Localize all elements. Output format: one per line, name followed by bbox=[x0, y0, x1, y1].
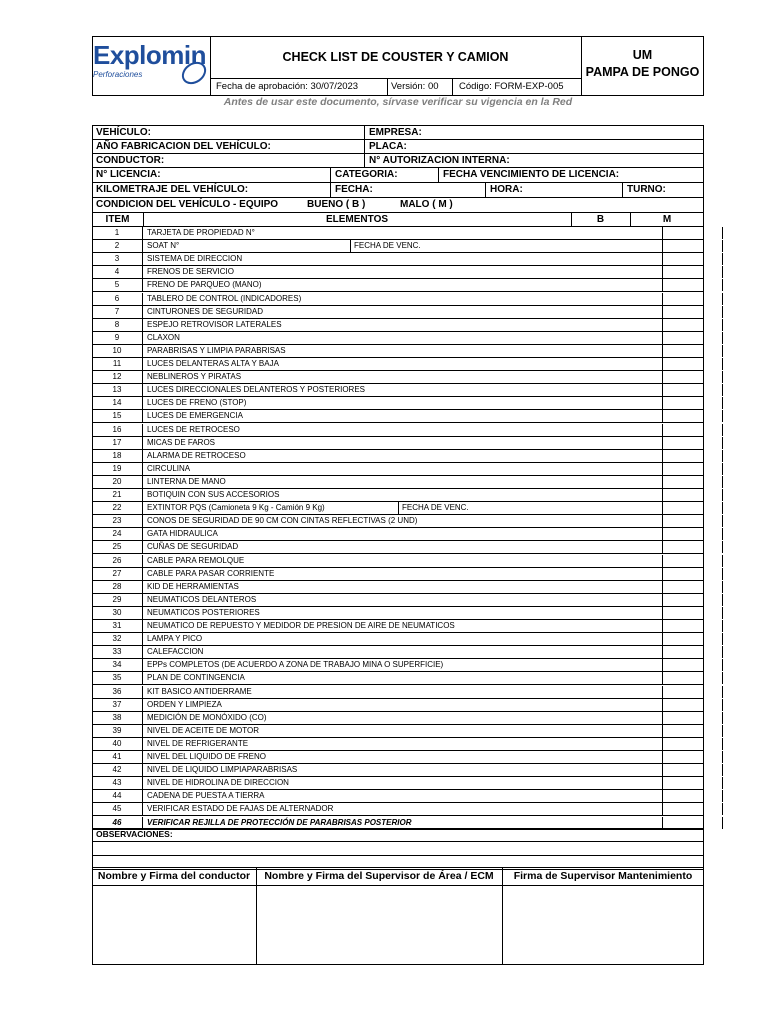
checkbox-bueno[interactable] bbox=[663, 686, 723, 698]
item-number: 46 bbox=[92, 817, 143, 829]
checklist-row bbox=[92, 633, 704, 646]
item-element: NIVEL DEL LIQUIDO DE FRENO bbox=[143, 751, 663, 763]
item-element: TARJETA DE PROPIEDAD N° bbox=[143, 227, 663, 239]
checkbox-bueno[interactable] bbox=[663, 790, 723, 802]
item-element: NEBLINEROS Y PIRATAS bbox=[143, 371, 663, 383]
checklist-row bbox=[92, 345, 704, 358]
checklist-row bbox=[92, 502, 704, 515]
checklist-row bbox=[92, 450, 704, 463]
checklist-row bbox=[92, 568, 704, 581]
checkbox-bueno[interactable] bbox=[663, 581, 723, 593]
version: Versión: 00 bbox=[391, 81, 439, 92]
checklist-row bbox=[92, 266, 704, 279]
checklist-row bbox=[92, 227, 704, 240]
item-number: 36 bbox=[92, 686, 143, 698]
label-vehiculo: VEHÍCULO: bbox=[96, 127, 151, 138]
item-number: 38 bbox=[92, 712, 143, 724]
checklist-row bbox=[92, 803, 704, 816]
item-element: NEUMATICOS DELANTEROS bbox=[143, 594, 663, 606]
label-placa: PLACA: bbox=[369, 141, 407, 152]
checklist-row bbox=[92, 659, 704, 672]
checkbox-bueno[interactable] bbox=[663, 306, 723, 318]
item-element: LUCES DIRECCIONALES DELANTEROS Y POSTERIORES bbox=[143, 384, 663, 396]
checkbox-bueno[interactable] bbox=[663, 738, 723, 750]
checkbox-malo[interactable] bbox=[723, 332, 768, 344]
item-element: LAMPA Y PICO bbox=[143, 633, 663, 645]
item-element: FRENO DE PARQUEO (MANO) bbox=[143, 279, 663, 291]
checkbox-bueno[interactable] bbox=[663, 568, 723, 580]
checkbox-bueno[interactable] bbox=[663, 424, 723, 436]
checkbox-bueno[interactable] bbox=[663, 659, 723, 671]
checklist-row bbox=[92, 699, 704, 712]
site-line-2: PAMPA DE PONGO bbox=[585, 65, 700, 79]
checkbox-bueno[interactable] bbox=[663, 777, 723, 789]
checkbox-bueno[interactable] bbox=[663, 450, 723, 462]
checklist-row bbox=[92, 790, 704, 803]
checkbox-malo[interactable] bbox=[723, 384, 768, 396]
item-number: 35 bbox=[92, 672, 143, 684]
checkbox-bueno[interactable] bbox=[663, 279, 723, 291]
checklist-row bbox=[92, 437, 704, 450]
checklist-row bbox=[92, 332, 704, 345]
item-number: 9 bbox=[92, 332, 143, 344]
checkbox-malo[interactable] bbox=[723, 502, 768, 514]
checkbox-bueno[interactable] bbox=[663, 555, 723, 567]
checklist-row bbox=[92, 672, 704, 685]
checkbox-malo[interactable] bbox=[723, 450, 768, 462]
checkbox-malo[interactable] bbox=[723, 266, 768, 278]
checkbox-bueno[interactable] bbox=[663, 410, 723, 422]
item-number: 18 bbox=[92, 450, 143, 462]
item-expiry-label: FECHA DE VENC. bbox=[398, 502, 663, 514]
item-element: MICAS DE FAROS bbox=[143, 437, 663, 449]
item-element: LUCES DE RETROCESO bbox=[143, 424, 663, 436]
checklist-row bbox=[92, 424, 704, 437]
checklist-row bbox=[92, 751, 704, 764]
item-element: CIRCULINA bbox=[143, 463, 663, 475]
item-element: CUÑAS DE SEGURIDAD bbox=[143, 541, 663, 553]
item-number: 29 bbox=[92, 594, 143, 606]
checkbox-bueno[interactable] bbox=[663, 528, 723, 540]
item-number: 26 bbox=[92, 555, 143, 567]
checkbox-bueno[interactable] bbox=[663, 515, 723, 527]
checklist-row bbox=[92, 489, 704, 502]
checklist-row bbox=[92, 581, 704, 594]
checkbox-bueno[interactable] bbox=[663, 463, 723, 475]
item-element: CABLE PARA PASAR CORRIENTE bbox=[143, 568, 663, 580]
checklist-row bbox=[92, 410, 704, 423]
legend-bueno: BUENO ( B ) bbox=[307, 199, 366, 210]
checklist-row bbox=[92, 319, 704, 332]
checkbox-malo[interactable] bbox=[723, 293, 768, 305]
item-number: 6 bbox=[92, 293, 143, 305]
column-header-m: M bbox=[662, 214, 672, 225]
validity-notice: Antes de usar este documento, sírvase verificar su vigencia en la Red bbox=[223, 96, 573, 108]
item-number: 27 bbox=[92, 568, 143, 580]
checkbox-bueno[interactable] bbox=[663, 764, 723, 776]
item-element: KID DE HERRAMIENTAS bbox=[143, 581, 663, 593]
checkbox-malo[interactable] bbox=[723, 659, 768, 671]
item-element: CALEFACCION bbox=[143, 646, 663, 658]
checkbox-malo[interactable] bbox=[723, 633, 768, 645]
checkbox-malo[interactable] bbox=[723, 620, 768, 632]
checkbox-malo[interactable] bbox=[723, 424, 768, 436]
item-element: LINTERNA DE MANO bbox=[143, 476, 663, 488]
checklist-row bbox=[92, 279, 704, 292]
item-number: 31 bbox=[92, 620, 143, 632]
checkbox-bueno[interactable] bbox=[663, 358, 723, 370]
checkbox-bueno[interactable] bbox=[663, 712, 723, 724]
logo-wordmark: Explomin bbox=[93, 40, 207, 70]
checkbox-malo[interactable] bbox=[723, 279, 768, 291]
item-element: BOTIQUIN CON SUS ACCESORIOS bbox=[143, 489, 663, 501]
label-kilometraje: KILOMETRAJE DEL VEHÍCULO: bbox=[96, 184, 249, 195]
checkbox-bueno[interactable] bbox=[663, 672, 723, 684]
checkbox-malo[interactable] bbox=[723, 358, 768, 370]
item-number: 25 bbox=[92, 541, 143, 553]
item-number: 15 bbox=[92, 410, 143, 422]
item-number: 21 bbox=[92, 489, 143, 501]
item-number: 22 bbox=[92, 502, 143, 514]
checkbox-malo[interactable] bbox=[723, 738, 768, 750]
item-element: CADENA DE PUESTA A TIERRA bbox=[143, 790, 663, 802]
checkbox-bueno[interactable] bbox=[663, 397, 723, 409]
checkbox-bueno[interactable] bbox=[663, 371, 723, 383]
item-element: ESPEJO RETROVISOR LATERALES bbox=[143, 319, 663, 331]
checkbox-malo[interactable] bbox=[723, 463, 768, 475]
checklist-row bbox=[92, 358, 704, 371]
checklist-row bbox=[92, 253, 704, 266]
item-element: ORDEN Y LIMPIEZA bbox=[143, 699, 663, 711]
item-element: CONOS DE SEGURIDAD DE 90 CM CON CINTAS REFLECTIVAS (2 UND) bbox=[143, 515, 663, 527]
item-element: FRENOS DE SERVICIO bbox=[143, 266, 663, 278]
item-element: VERIFICAR ESTADO DE FAJAS DE ALTERNADOR bbox=[143, 803, 663, 815]
item-element: NIVEL DE ACEITE DE MOTOR bbox=[143, 725, 663, 737]
item-element: NEUMATICOS POSTERIORES bbox=[143, 607, 663, 619]
label-anio-fabricacion: AÑO FABRICACION DEL VEHÍCULO: bbox=[96, 141, 271, 152]
checkbox-bueno[interactable] bbox=[663, 803, 723, 815]
checkbox-malo[interactable] bbox=[723, 686, 768, 698]
checkbox-malo[interactable] bbox=[723, 319, 768, 331]
document-code: Código: FORM-EXP-005 bbox=[459, 81, 564, 92]
item-number: 14 bbox=[92, 397, 143, 409]
label-condicion: CONDICION DEL VEHÍCULO - EQUIPO bbox=[96, 199, 279, 210]
checkbox-bueno[interactable] bbox=[663, 725, 723, 737]
item-number: 40 bbox=[92, 738, 143, 750]
checklist-row bbox=[92, 541, 704, 554]
item-number: 19 bbox=[92, 463, 143, 475]
item-number: 42 bbox=[92, 764, 143, 776]
checkbox-bueno[interactable] bbox=[663, 751, 723, 763]
item-element: LUCES DELANTERAS ALTA Y BAJA bbox=[143, 358, 663, 370]
checkbox-malo[interactable] bbox=[723, 672, 768, 684]
checkbox-bueno[interactable] bbox=[663, 489, 723, 501]
checkbox-malo[interactable] bbox=[723, 712, 768, 724]
legend-malo: MALO ( M ) bbox=[400, 199, 453, 210]
item-element: CLAXON bbox=[143, 332, 663, 344]
item-element: LUCES DE FRENO (STOP) bbox=[143, 397, 663, 409]
checkbox-malo[interactable] bbox=[723, 345, 768, 357]
checkbox-bueno[interactable] bbox=[663, 240, 723, 252]
checklist-row bbox=[92, 738, 704, 751]
checkbox-malo[interactable] bbox=[723, 555, 768, 567]
checklist-row bbox=[92, 463, 704, 476]
checkbox-bueno[interactable] bbox=[663, 345, 723, 357]
checkbox-bueno[interactable] bbox=[663, 227, 723, 239]
checkbox-malo[interactable] bbox=[723, 777, 768, 789]
checkbox-bueno[interactable] bbox=[663, 594, 723, 606]
checkbox-bueno[interactable] bbox=[663, 699, 723, 711]
checkbox-malo[interactable] bbox=[723, 528, 768, 540]
item-element: ALARMA DE RETROCESO bbox=[143, 450, 663, 462]
checkbox-bueno[interactable] bbox=[663, 476, 723, 488]
item-element: KIT BASICO ANTIDERRAME bbox=[143, 686, 663, 698]
item-number: 5 bbox=[92, 279, 143, 291]
item-element: VERIFICAR REJILLA DE PROTECCIÓN DE PARABRISAS POSTERIOR bbox=[143, 817, 663, 829]
checkbox-malo[interactable] bbox=[723, 751, 768, 763]
checkbox-malo[interactable] bbox=[723, 803, 768, 815]
item-element: NIVEL DE HIDROLINA DE DIRECCION bbox=[143, 777, 663, 789]
item-number: 4 bbox=[92, 266, 143, 278]
signature-title-supervisor-mantenimiento: Firma de Supervisor Mantenimiento bbox=[513, 870, 693, 882]
label-conductor: CONDUCTOR: bbox=[96, 155, 165, 166]
item-element: NEUMATICO DE REPUESTO Y MEDIDOR DE PRESION DE AIRE DE NEUMATICOS bbox=[143, 620, 663, 632]
approval-date: Fecha de aprobación: 30/07/2023 bbox=[216, 81, 359, 92]
item-number: 10 bbox=[92, 345, 143, 357]
item-element: EXTINTOR PQS (Camioneta 9 Kg - Camión 9 Kg) bbox=[143, 502, 663, 514]
label-categoria: CATEGORIA: bbox=[335, 169, 398, 180]
checklist-row bbox=[92, 646, 704, 659]
checkbox-bueno[interactable] bbox=[663, 620, 723, 632]
item-number: 28 bbox=[92, 581, 143, 593]
label-vencimiento-licencia: FECHA VENCIMIENTO DE LICENCIA: bbox=[443, 169, 620, 180]
checkbox-malo[interactable] bbox=[723, 515, 768, 527]
checkbox-malo[interactable] bbox=[723, 581, 768, 593]
item-number: 37 bbox=[92, 699, 143, 711]
item-number: 2 bbox=[92, 240, 143, 252]
checkbox-bueno[interactable] bbox=[663, 607, 723, 619]
checkbox-bueno[interactable] bbox=[663, 633, 723, 645]
checklist-row bbox=[92, 777, 704, 790]
column-header-b: B bbox=[596, 214, 605, 225]
label-empresa: EMPRESA: bbox=[369, 127, 422, 138]
item-number: 7 bbox=[92, 306, 143, 318]
checkbox-malo[interactable] bbox=[723, 817, 768, 829]
checkbox-malo[interactable] bbox=[723, 489, 768, 501]
item-number: 20 bbox=[92, 476, 143, 488]
item-number: 32 bbox=[92, 633, 143, 645]
checkbox-malo[interactable] bbox=[723, 646, 768, 658]
checklist-row bbox=[92, 293, 704, 306]
checklist-row bbox=[92, 620, 704, 633]
checkbox-malo[interactable] bbox=[723, 541, 768, 553]
checklist-row bbox=[92, 515, 704, 528]
label-hora: HORA: bbox=[490, 184, 523, 195]
item-number: 3 bbox=[92, 253, 143, 265]
checkbox-malo[interactable] bbox=[723, 227, 768, 239]
signature-field-supervisor-area[interactable] bbox=[257, 886, 501, 964]
column-header-elementos: ELEMENTOS bbox=[325, 214, 389, 225]
item-element: CINTURONES DE SEGURIDAD bbox=[143, 306, 663, 318]
checklist-row bbox=[92, 528, 704, 541]
checkbox-malo[interactable] bbox=[723, 725, 768, 737]
checklist-row bbox=[92, 594, 704, 607]
checkbox-bueno[interactable] bbox=[663, 319, 723, 331]
checklist-row bbox=[92, 384, 704, 397]
item-element: PLAN DE CONTINGENCIA bbox=[143, 672, 663, 684]
checkbox-malo[interactable] bbox=[723, 371, 768, 383]
logo-subtitle: Perforaciones bbox=[93, 70, 143, 79]
item-element: CABLE PARA REMOLQUE bbox=[143, 555, 663, 567]
checklist-row bbox=[92, 686, 704, 699]
item-number: 23 bbox=[92, 515, 143, 527]
checkbox-malo[interactable] bbox=[723, 764, 768, 776]
label-turno: TURNO: bbox=[627, 184, 666, 195]
checkbox-bueno[interactable] bbox=[663, 646, 723, 658]
site-line-1: UM bbox=[632, 48, 653, 62]
item-element: SISTEMA DE DIRECCION bbox=[143, 253, 663, 265]
item-number: 44 bbox=[92, 790, 143, 802]
checklist-row bbox=[92, 555, 704, 568]
item-element: PARABRISAS Y LIMPIA PARABRISAS bbox=[143, 345, 663, 357]
item-element: GATA HIDRAULICA bbox=[143, 528, 663, 540]
logo-swoosh-icon bbox=[93, 38, 209, 94]
checkbox-bueno[interactable] bbox=[663, 266, 723, 278]
checklist-row bbox=[92, 607, 704, 620]
signature-field-conductor[interactable] bbox=[93, 886, 255, 964]
checklist-row bbox=[92, 764, 704, 777]
checklist-row bbox=[92, 397, 704, 410]
checklist-row bbox=[92, 240, 704, 253]
checklist-row bbox=[92, 476, 704, 489]
label-fecha: FECHA: bbox=[335, 184, 373, 195]
checkbox-malo[interactable] bbox=[723, 594, 768, 606]
checkbox-bueno[interactable] bbox=[663, 332, 723, 344]
checkbox-bueno[interactable] bbox=[663, 384, 723, 396]
checkbox-bueno[interactable] bbox=[663, 437, 723, 449]
checkbox-bueno[interactable] bbox=[663, 502, 723, 514]
observations-label: OBSERVACIONES: bbox=[96, 829, 173, 839]
item-element: NIVEL DE REFRIGERANTE bbox=[143, 738, 663, 750]
item-element: SOAT N° bbox=[143, 240, 663, 252]
item-number: 30 bbox=[92, 607, 143, 619]
item-number: 17 bbox=[92, 437, 143, 449]
checkbox-malo[interactable] bbox=[723, 410, 768, 422]
checkbox-bueno[interactable] bbox=[663, 253, 723, 265]
checklist-row bbox=[92, 306, 704, 319]
item-element: MEDICIÓN DE MONÓXIDO (CO) bbox=[143, 712, 663, 724]
checkbox-malo[interactable] bbox=[723, 240, 768, 252]
checklist-row bbox=[92, 725, 704, 738]
item-element: TABLERO DE CONTROL (INDICADORES) bbox=[143, 293, 663, 305]
observations-line-1[interactable] bbox=[93, 842, 703, 855]
item-element: LUCES DE EMERGENCIA bbox=[143, 410, 663, 422]
checkbox-malo[interactable] bbox=[723, 607, 768, 619]
checkbox-malo[interactable] bbox=[723, 306, 768, 318]
item-number: 45 bbox=[92, 803, 143, 815]
signature-title-supervisor-area: Nombre y Firma del Supervisor de Área / ECM bbox=[264, 870, 494, 882]
item-number: 11 bbox=[92, 358, 143, 370]
checkbox-malo[interactable] bbox=[723, 253, 768, 265]
item-element: NIVEL DE LIQUIDO LIMPIAPARABRISAS bbox=[143, 764, 663, 776]
item-number: 33 bbox=[92, 646, 143, 658]
item-number: 34 bbox=[92, 659, 143, 671]
label-licencia: N° LICENCIA: bbox=[96, 169, 161, 180]
checkbox-bueno[interactable] bbox=[663, 541, 723, 553]
company-logo bbox=[93, 38, 209, 94]
item-number: 39 bbox=[92, 725, 143, 737]
item-expiry-label: FECHA DE VENC. bbox=[350, 240, 663, 252]
item-element: EPPs COMPLETOS (DE ACUERDO A ZONA DE TRABAJO MINA O SUPERFICIE) bbox=[143, 659, 663, 671]
checkbox-bueno[interactable] bbox=[663, 817, 723, 829]
checkbox-malo[interactable] bbox=[723, 699, 768, 711]
item-number: 24 bbox=[92, 528, 143, 540]
signature-field-supervisor-mantenimiento[interactable] bbox=[503, 886, 703, 964]
checkbox-bueno[interactable] bbox=[663, 293, 723, 305]
item-number: 1 bbox=[92, 227, 143, 239]
signature-title-conductor: Nombre y Firma del conductor bbox=[97, 870, 251, 882]
checkbox-malo[interactable] bbox=[723, 437, 768, 449]
checkbox-malo[interactable] bbox=[723, 568, 768, 580]
item-number: 16 bbox=[92, 424, 143, 436]
checkbox-malo[interactable] bbox=[723, 476, 768, 488]
item-number: 41 bbox=[92, 751, 143, 763]
checklist-row bbox=[92, 712, 704, 725]
item-number: 43 bbox=[92, 777, 143, 789]
checkbox-malo[interactable] bbox=[723, 397, 768, 409]
item-number: 13 bbox=[92, 384, 143, 396]
document-title: CHECK LIST DE COUSTER Y CAMION bbox=[282, 50, 509, 64]
item-number: 12 bbox=[92, 371, 143, 383]
label-autorizacion: N° AUTORIZACION INTERNA: bbox=[369, 155, 510, 166]
checkbox-malo[interactable] bbox=[723, 790, 768, 802]
checklist-row bbox=[92, 371, 704, 384]
item-number: 8 bbox=[92, 319, 143, 331]
column-header-item: ITEM bbox=[105, 214, 130, 225]
